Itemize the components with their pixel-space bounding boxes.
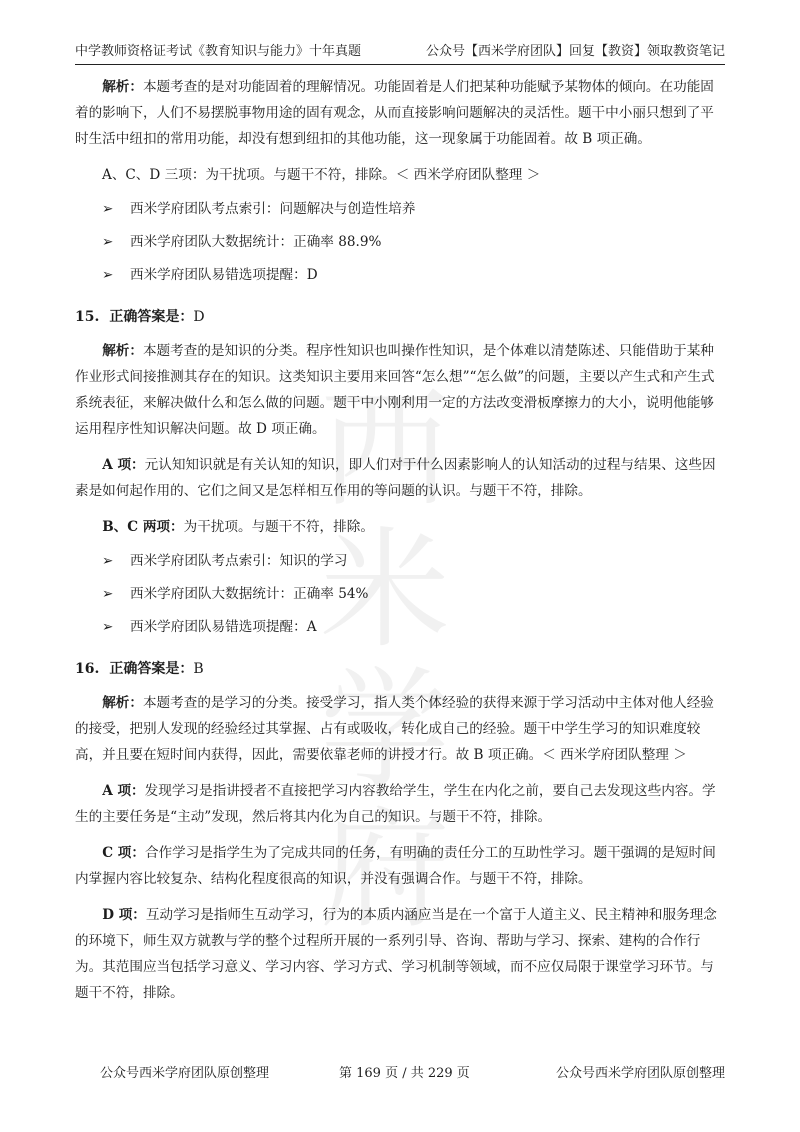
q15-analysis: 解析：本题考查的是知识的分类。程序性知识也叫操作性知识，是个体难以清楚陈述、只能借助于某种作业形式间接推测其存在的知识。这类知识主要用来回答“怎么想”“怎么做”的问题，主要以产生式和产生式系统表征，来解决做什么和怎么做的问题。题干中小刚利用一定的方法改变滑板摩擦力的大小，说明他能够运用程序性知识解决问题。故 D 项正确。	[75, 343, 715, 437]
answer-value: B	[193, 661, 204, 677]
option-label: A、C、D 三项：	[102, 167, 206, 183]
page-number: 第 169 页 / 共 229 页	[339, 1066, 470, 1081]
footer-right: 公众号西米学府团队原创整理	[555, 1066, 725, 1081]
header-title: 中学教师资格证考试《教育知识与能力》十年真题	[75, 44, 362, 59]
q16-heading	[75, 658, 726, 680]
answer-label: 正确答案是：	[109, 661, 194, 677]
footer-left: 公众号西米学府团队原创整理	[100, 1066, 270, 1081]
answer-label: 正确答案是：	[109, 309, 194, 325]
analysis-label: 解析：	[102, 79, 143, 95]
arrow-bullet-icon: ➢	[102, 234, 114, 250]
page-header	[75, 40, 725, 65]
q15-option-a: A 项：元认知知识就是有关认知的知识，即人们对于什么因素影响人的认知活动的过程与结果、这些因素是如何起作用的、它们之间又是怎样相互作用的等问题的认识。与题干不符，排除。	[75, 457, 716, 499]
q15-option-bc: B、C 两项：为干扰项。与题干不符，排除。	[102, 519, 374, 535]
watermark: 西米学府	[319, 374, 450, 946]
arrow-bullet-icon: ➢	[102, 201, 114, 217]
answer-value: D	[193, 309, 205, 325]
q15-bullet-3: ➢ 西米学府团队易错选项提醒：A	[102, 616, 726, 638]
q16-option-a: A 项：发现学习是指讲授者不直接把学习内容教给学生，学生在内化之前，要自己去发现这些内容。学生的主要任务是“主动”发现，然后将其内化为自己的知识。与题干不符，排除。	[75, 783, 716, 825]
q15-heading	[75, 306, 726, 328]
analysis-text: 本题考查的是对功能固着的理解情况。功能固着是人们把某种功能赋予某物体的倾向。在功能固着的影响下，人们不易摆脱事物用途的固有观念，从而直接影响问题解决的灵活性。题干中小丽只想到了平时生活中纽扣的常用功能，却没有想到纽扣的其他功能，这一现象属于功能固着。故 B 项正确。	[75, 79, 714, 147]
q14-bullet-1: ➢ 西米学府团队考点索引：问题解决与创造性培养	[102, 198, 726, 220]
arrow-bullet-icon: ➢	[102, 619, 114, 635]
q16-analysis: 解析：本题考查的是学习的分类。接受学习，指人类个体经验的获得来源于学习活动中主体对他人经验的接受，把别人发现的经验经过其掌握、占有或吸收，转化成自己的经验。题干中学生学习的知识难度较高，并且要在短时间内获得，因此，需要依靠老师的讲授才行。故 B 项正确。＜ 西米学府团队整理 ＞	[75, 695, 714, 763]
q16-option-d: D 项：互动学习是指师生互动学习，行为的本质内涵应当是在一个富于人道主义、民主精神和服务理念的环境下，师生双方就教与学的整个过程所开展的一系列引导、咨询、帮助与学习、探索、建构的合作行为。其范围应当包括学习意义、学习内容、学习方式、学习机制等领域，而不应仅局限于课堂学习环节。与题干不符，排除。	[75, 907, 717, 1001]
option-text: 为干扰项。与题干不符，排除。＜ 西米学府团队整理 ＞	[205, 167, 541, 183]
header-promo: 公众号【西米学府团队】回复【教资】领取教资笔记	[425, 44, 725, 59]
q14-analysis	[75, 74, 726, 152]
q14-bullet-2: ➢ 西米学府团队大数据统计：正确率 88.9%	[102, 231, 726, 253]
arrow-bullet-icon: ➢	[102, 586, 114, 602]
q15-bullet-1: ➢ 西米学府团队考点索引：知识的学习	[102, 550, 726, 572]
q14-bullet-3: ➢ 西米学府团队易错选项提醒：D	[102, 264, 726, 286]
q16-option-c: C 项：合作学习是指学生为了完成共同的任务，有明确的责任分工的互助性学习。题干强调的是短时间内掌握内容比较复杂、结构化程度很高的知识，并没有强调合作。与题干不符，排除。	[75, 845, 716, 887]
question-number: 16.	[75, 661, 100, 677]
arrow-bullet-icon: ➢	[102, 553, 114, 569]
page-content	[75, 74, 726, 1016]
q15-bullet-2: ➢ 西米学府团队大数据统计：正确率 54%	[102, 583, 726, 605]
q14-option-acd	[102, 162, 726, 188]
question-number: 15.	[75, 309, 100, 325]
arrow-bullet-icon: ➢	[102, 267, 114, 283]
